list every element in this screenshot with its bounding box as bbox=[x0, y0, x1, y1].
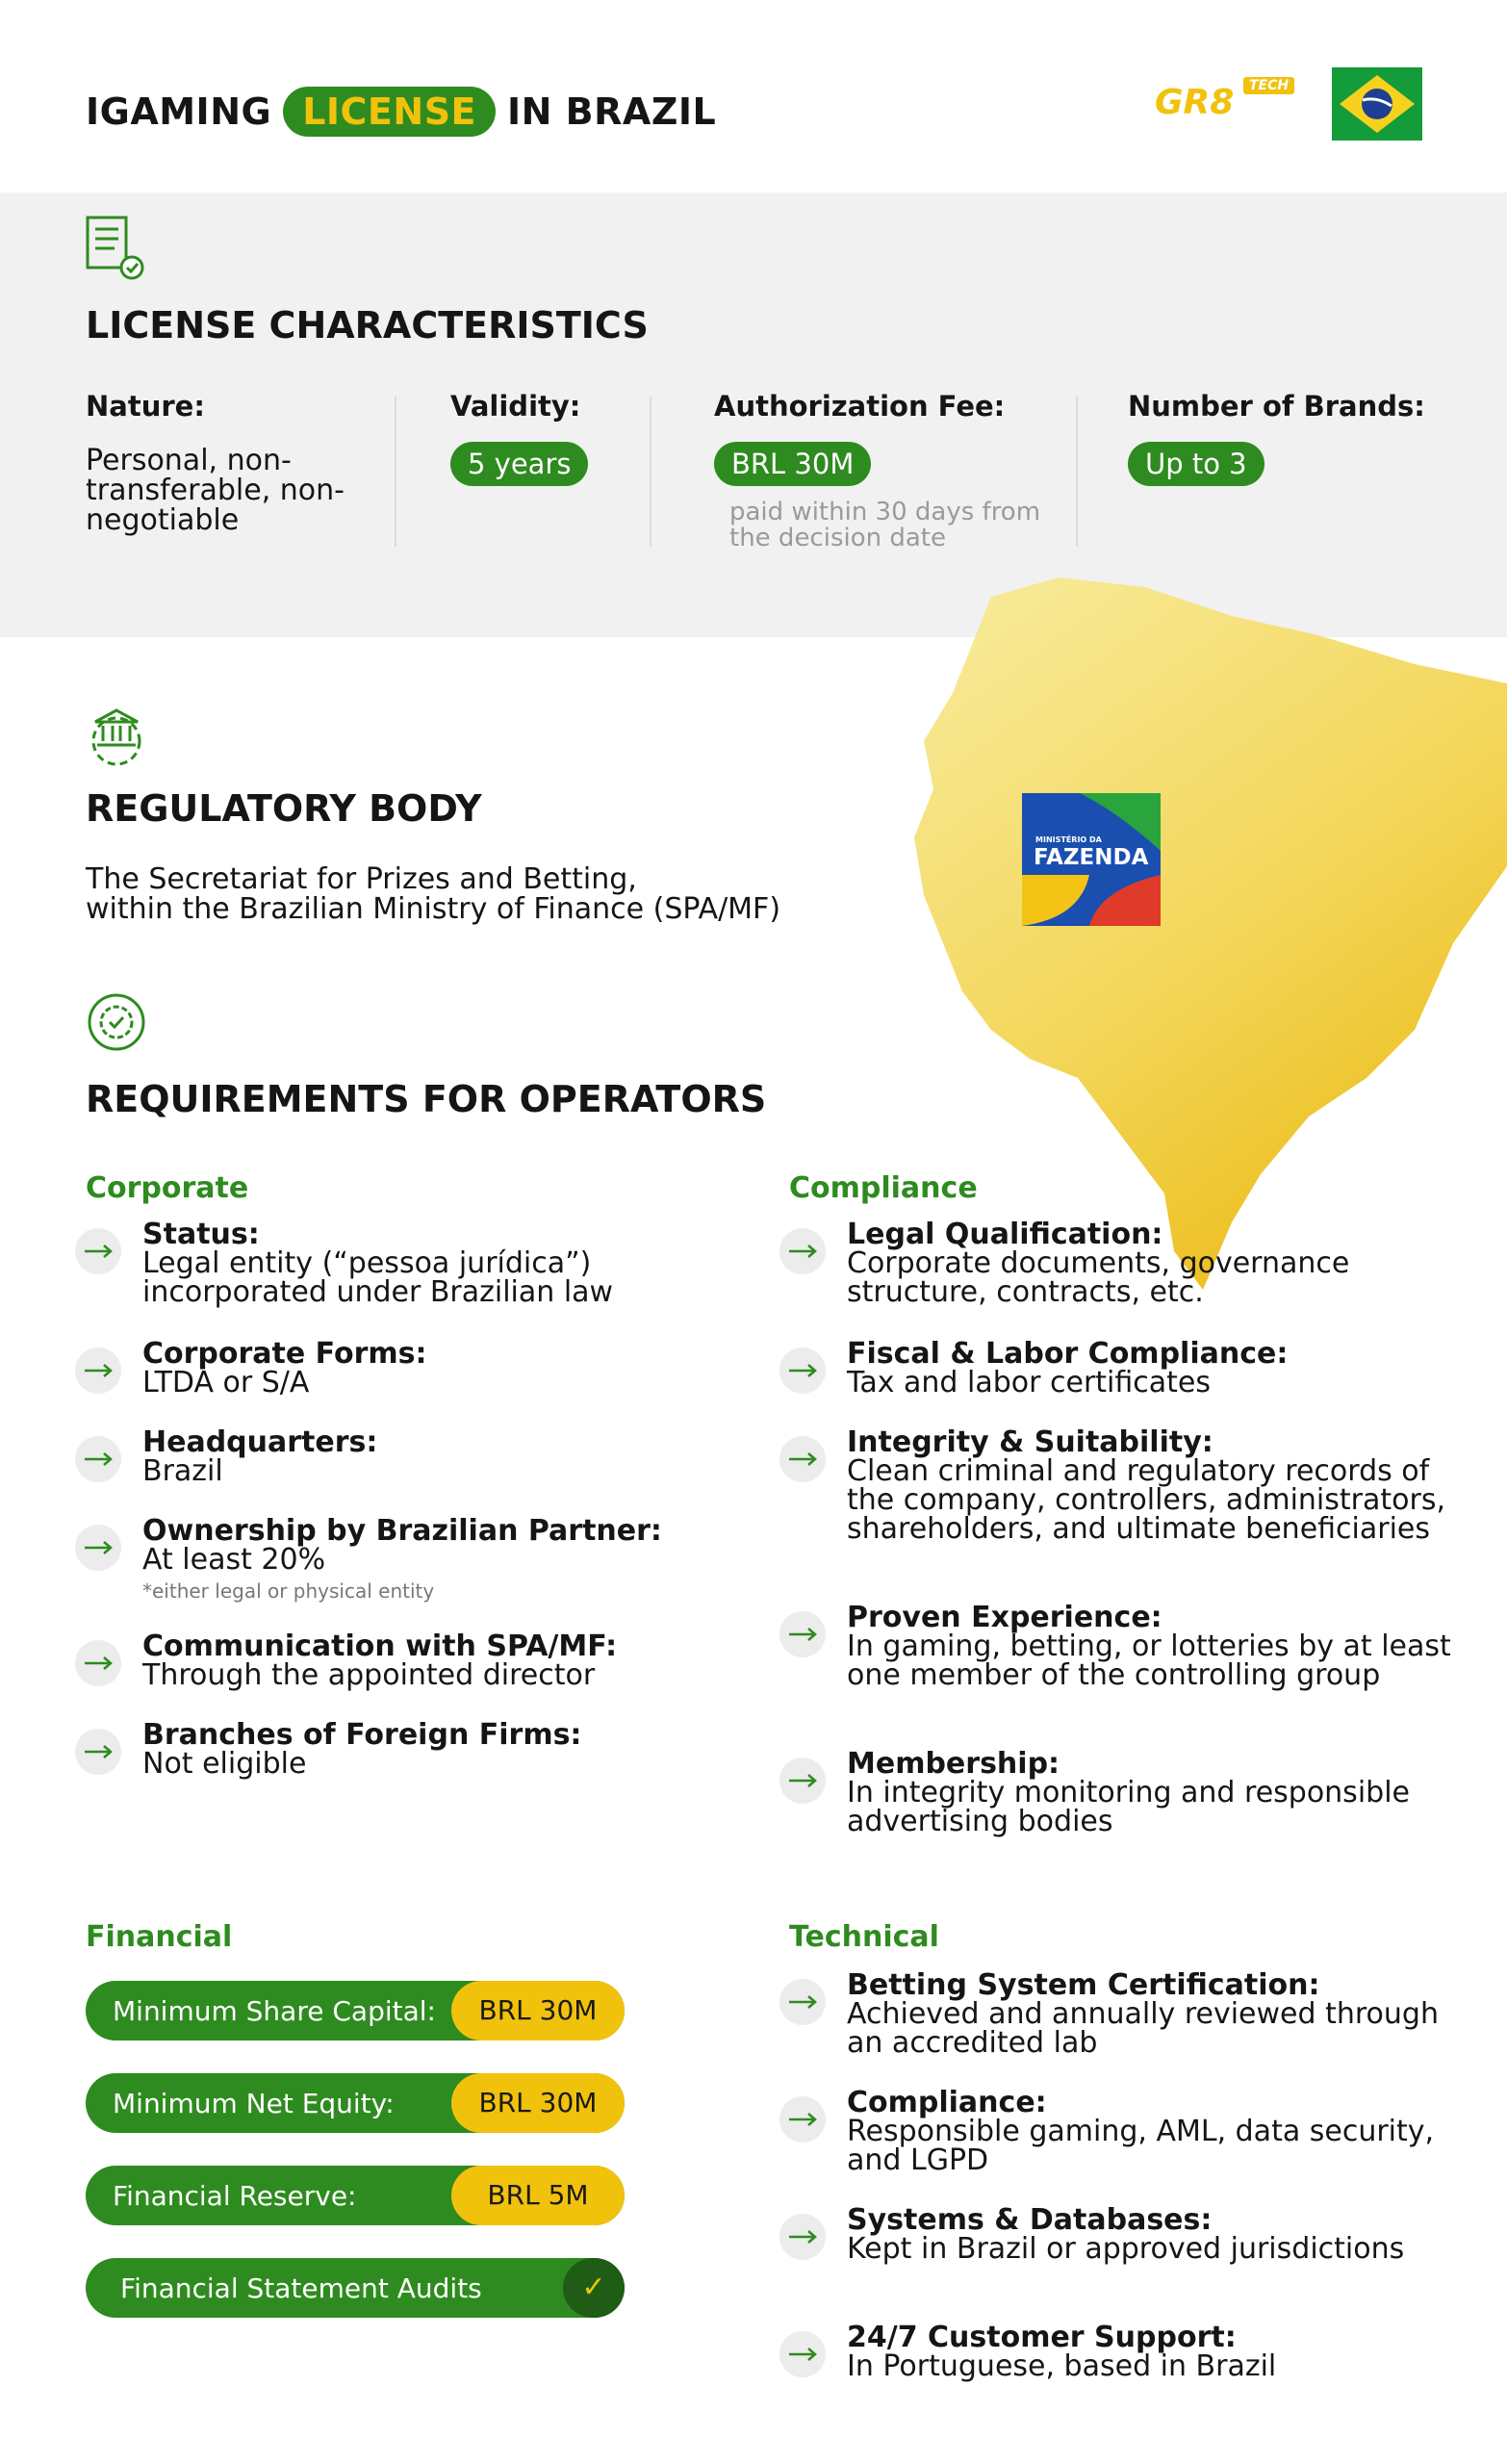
fee-note: paid within 30 days from the decision date bbox=[729, 498, 1041, 552]
arrow-right-icon bbox=[779, 2214, 826, 2260]
fazenda-small: MINISTÉRIO DA bbox=[1035, 835, 1102, 844]
list-item bbox=[779, 2203, 1472, 2266]
regulatory-line-1: The Secretariat for Prizes and Betting, bbox=[86, 862, 637, 896]
financial-row bbox=[86, 2166, 625, 2225]
item-title: Corporate Forms: bbox=[142, 1337, 427, 1371]
arrow-right-icon bbox=[75, 1228, 121, 1274]
item-desc: Responsible gaming, AML, data security, and LGPD bbox=[847, 2115, 1435, 2177]
fee-value: BRL 30M bbox=[714, 442, 871, 486]
brands-label: Number of Brands: bbox=[1128, 390, 1425, 423]
list-item bbox=[779, 1747, 1472, 1838]
list-item bbox=[779, 1220, 1472, 1307]
arrow-right-icon bbox=[75, 1729, 121, 1775]
financial-label: Financial Reserve: bbox=[113, 2180, 357, 2212]
gr8-tech-logo bbox=[1155, 78, 1290, 122]
item-desc: At least 20% bbox=[142, 1543, 326, 1577]
item-desc: In integrity monitoring and responsible advertising bodies bbox=[847, 1776, 1410, 1838]
title-prefix: IGAMING bbox=[86, 90, 272, 133]
fee-column bbox=[714, 390, 1080, 552]
item-title: Branches of Foreign Firms: bbox=[142, 1718, 582, 1752]
item-title: Betting System Certification: bbox=[847, 1968, 1320, 2002]
logo-tag: TECH bbox=[1243, 77, 1294, 94]
validity-column bbox=[450, 390, 643, 486]
list-item bbox=[75, 1514, 691, 1603]
item-title: Status: bbox=[142, 1218, 260, 1251]
nature-column bbox=[86, 390, 394, 535]
item-desc: Tax and labor certificates bbox=[847, 1366, 1212, 1399]
item-footnote: *either legal or physical entity bbox=[142, 1579, 435, 1603]
financial-title: Financial bbox=[86, 1920, 233, 1954]
divider bbox=[395, 397, 396, 547]
item-title: Legal Qualification: bbox=[847, 1218, 1163, 1251]
item-title: Membership: bbox=[847, 1747, 1060, 1781]
arrow-right-icon bbox=[779, 2096, 826, 2143]
logo-text: GR8 bbox=[1155, 83, 1235, 122]
brazil-map-icon bbox=[914, 578, 1507, 1290]
arrow-right-icon bbox=[779, 1979, 826, 2025]
item-desc: In Portuguese, based in Brazil bbox=[847, 2349, 1277, 2383]
brands-value: Up to 3 bbox=[1128, 442, 1264, 486]
item-title: Integrity & Suitability: bbox=[847, 1425, 1213, 1459]
gear-check-icon bbox=[86, 991, 147, 1053]
item-title: Proven Experience: bbox=[847, 1601, 1162, 1634]
arrow-right-icon bbox=[75, 1436, 121, 1482]
fazenda-logo bbox=[1022, 793, 1161, 926]
item-desc: Corporate documents, governance structure, contracts, etc. bbox=[847, 1246, 1350, 1309]
title-suffix: IN BRAZIL bbox=[507, 90, 717, 133]
technical-title: Technical bbox=[789, 1920, 939, 1954]
financial-label: Minimum Share Capital: bbox=[113, 1995, 436, 2027]
item-desc: Clean criminal and regulatory records of the company, controllers, administrators, shareholders, and ultimate beneficiaries bbox=[847, 1454, 1445, 1546]
regulatory-line-2: within the Brazilian Ministry of Finance (SPA/MF) bbox=[86, 892, 781, 926]
check-icon: ✓ bbox=[563, 2258, 625, 2318]
item-title: Compliance: bbox=[847, 2086, 1047, 2119]
financial-value: BRL 5M bbox=[451, 2166, 625, 2225]
regulatory-text bbox=[86, 864, 780, 924]
arrow-right-icon bbox=[779, 1758, 826, 1804]
financial-row bbox=[86, 1981, 625, 2040]
arrow-right-icon bbox=[779, 2331, 826, 2377]
divider bbox=[650, 397, 651, 547]
list-item bbox=[75, 1718, 691, 1781]
regulatory-heading: REGULATORY BODY bbox=[86, 787, 482, 830]
brands-column bbox=[1128, 390, 1494, 486]
validity-label: Validity: bbox=[450, 390, 581, 423]
nature-label: Nature: bbox=[86, 390, 205, 423]
financial-value: BRL 30M bbox=[451, 1981, 625, 2040]
item-desc: LTDA or S/A bbox=[142, 1366, 310, 1399]
list-item bbox=[75, 1220, 691, 1307]
item-desc: Achieved and annually reviewed through an accredited lab bbox=[847, 1997, 1439, 2060]
compliance-title: Compliance bbox=[789, 1171, 978, 1205]
corporate-title: Corporate bbox=[86, 1171, 249, 1205]
nature-text: Personal, non-transferable, non-negotiable bbox=[86, 444, 345, 537]
list-item bbox=[779, 1601, 1472, 1692]
item-title: Systems & Databases: bbox=[847, 2203, 1213, 2237]
item-desc: Kept in Brazil or approved jurisdictions bbox=[847, 2232, 1405, 2266]
list-item bbox=[779, 1968, 1472, 2060]
list-item bbox=[779, 1425, 1472, 1546]
item-title: Fiscal & Labor Compliance: bbox=[847, 1337, 1289, 1371]
arrow-right-icon bbox=[779, 1436, 826, 1482]
item-desc: Brazil bbox=[142, 1454, 223, 1488]
requirements-heading: REQUIREMENTS FOR OPERATORS bbox=[86, 1078, 767, 1120]
arrow-right-icon bbox=[75, 1525, 121, 1571]
item-desc: In gaming, betting, or lotteries by at least one member of the controlling group bbox=[847, 1630, 1451, 1692]
item-desc: Through the appointed director bbox=[142, 1658, 596, 1692]
list-item bbox=[75, 1337, 691, 1399]
document-check-icon bbox=[86, 216, 147, 281]
item-title: Ownership by Brazilian Partner: bbox=[142, 1514, 662, 1548]
financial-value: BRL 30M bbox=[451, 2073, 625, 2133]
arrow-right-icon bbox=[779, 1228, 826, 1274]
financial-row bbox=[86, 2073, 625, 2133]
fee-label: Authorization Fee: bbox=[714, 390, 1006, 423]
fazenda-text: FAZENDA bbox=[1034, 845, 1149, 870]
title-highlight: LICENSE bbox=[283, 87, 496, 137]
list-item bbox=[75, 1632, 691, 1690]
divider bbox=[1076, 397, 1078, 547]
item-desc: Legal entity (“pessoa jurídica”) incorporated under Brazilian law bbox=[142, 1246, 614, 1309]
brazil-flag-icon bbox=[1332, 67, 1422, 141]
bank-gear-icon bbox=[86, 706, 147, 768]
financial-row bbox=[86, 2258, 625, 2318]
list-item bbox=[779, 2086, 1472, 2177]
arrow-right-icon bbox=[75, 1348, 121, 1394]
validity-value: 5 years bbox=[450, 442, 588, 486]
item-title: Headquarters: bbox=[142, 1425, 378, 1459]
arrow-right-icon bbox=[75, 1640, 121, 1686]
license-heading: LICENSE CHARACTERISTICS bbox=[86, 304, 649, 346]
item-title: 24/7 Customer Support: bbox=[847, 2321, 1237, 2354]
item-title: Communication with SPA/MF: bbox=[142, 1630, 618, 1663]
arrow-right-icon bbox=[779, 1348, 826, 1394]
item-desc: Not eligible bbox=[142, 1747, 307, 1781]
arrow-right-icon bbox=[779, 1611, 826, 1657]
list-item bbox=[75, 1425, 691, 1488]
financial-label: Financial Statement Audits bbox=[120, 2272, 482, 2304]
list-item bbox=[779, 2323, 1472, 2381]
list-item bbox=[779, 1337, 1472, 1399]
page-title bbox=[86, 87, 716, 137]
financial-label: Minimum Net Equity: bbox=[113, 2088, 395, 2119]
